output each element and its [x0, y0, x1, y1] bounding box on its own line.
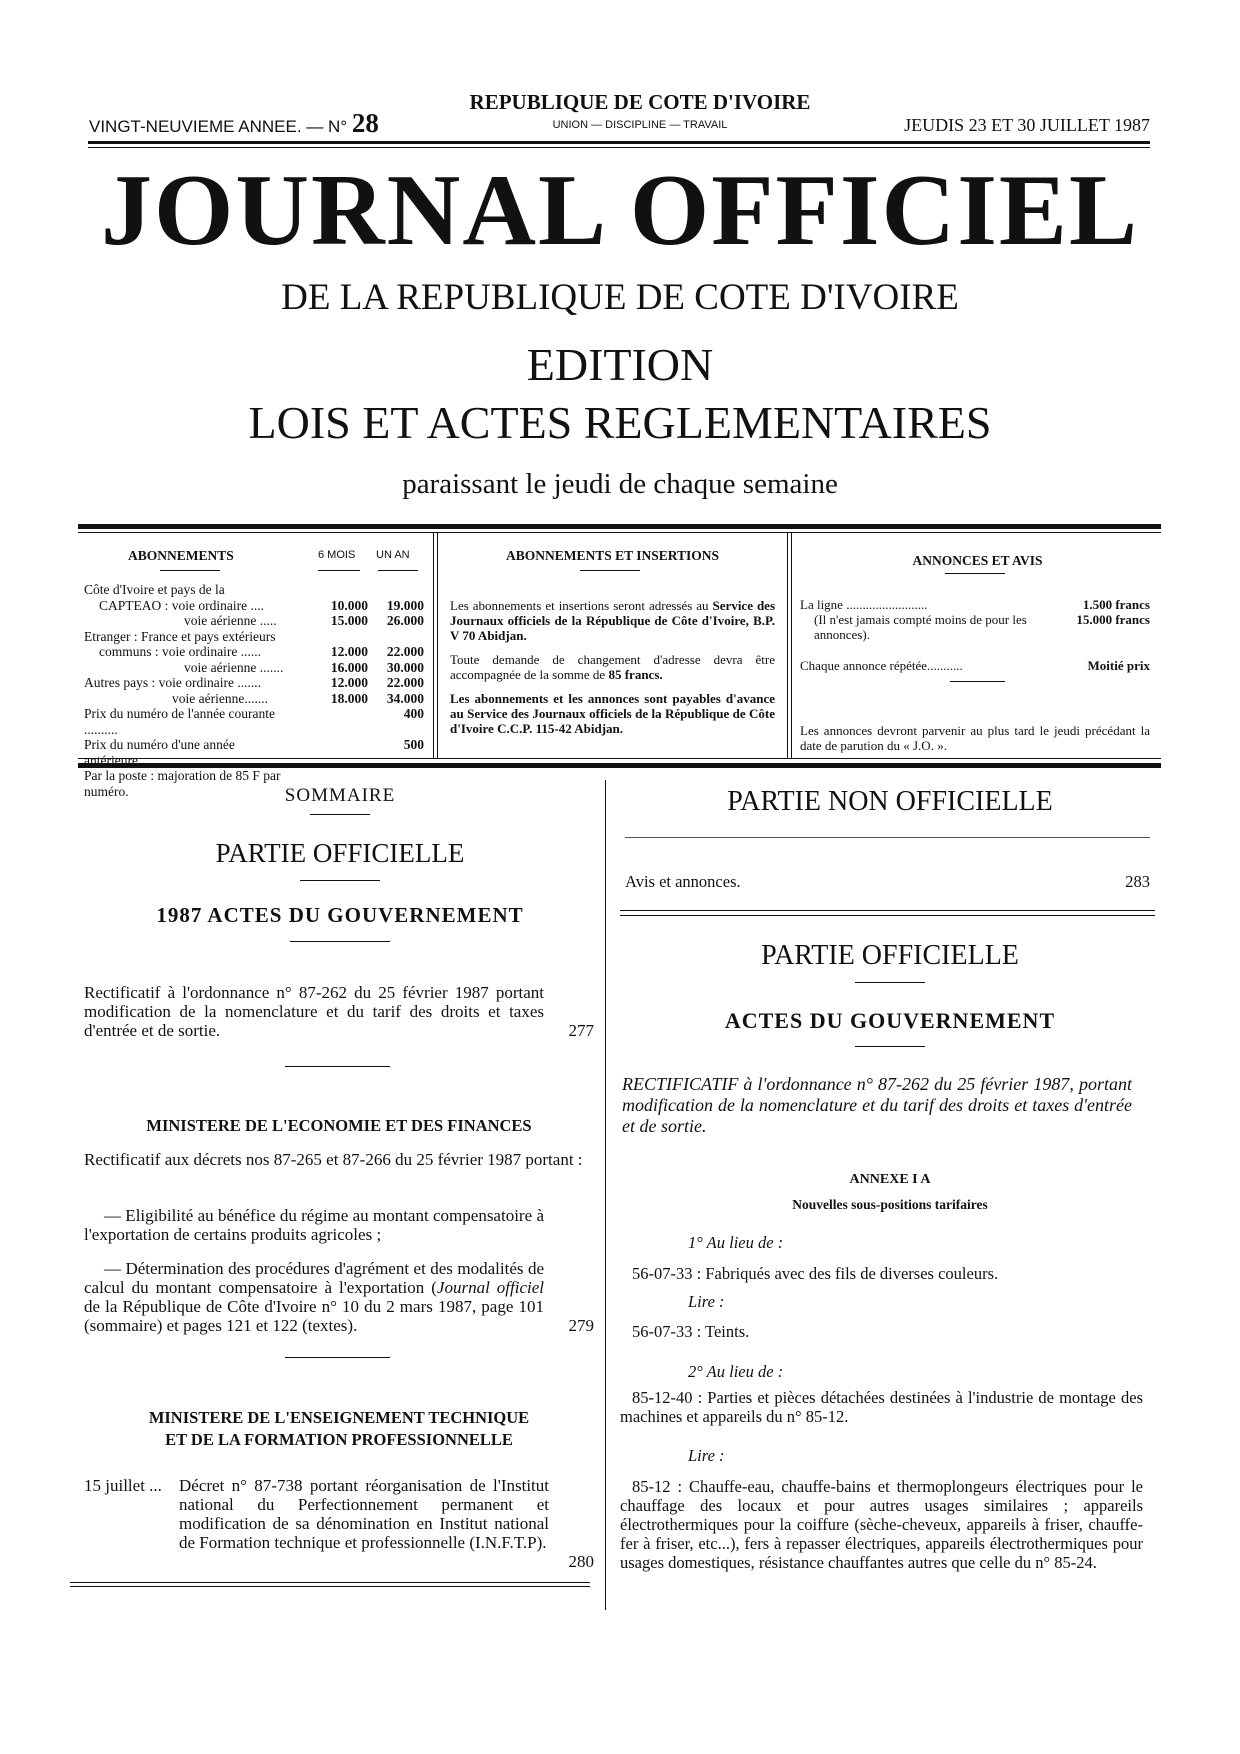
ministere-economie: MINISTERE DE L'ECONOMIE ET DES FINANCES [146, 1116, 532, 1135]
sommaire-item-3-date: 15 juillet ... [84, 1476, 162, 1495]
sommaire-item-2-b[interactable]: — Détermination des procédures d'agrément et des modalités de calcul du montant compensatoire à l'exportation (Journal officiel de la République de Côte d'Ivoire n° 10 du 2 mars 1987, page 101 (sommaire) et pages 121 et 122 (textes). 279 [84, 1259, 594, 1335]
publication-frequency: paraissant le jeudi de chaque semaine [402, 468, 838, 500]
sommaire-rule [310, 814, 370, 815]
table-row: communs : voie ordinaire ...... 12.000 22.000 [99, 644, 424, 659]
table-row: Autres pays : voie ordinaire ....... 12.000 22.000 [84, 675, 424, 690]
box-divider-2 [787, 533, 788, 758]
edition-name: LOIS ET ACTES REGLEMENTAIRES [248, 397, 992, 448]
sommaire-partie: PARTIE OFFICIELLE [215, 838, 465, 868]
sommaire-partie-rule [300, 880, 380, 881]
sommaire-section-title: 1987 ACTES DU GOUVERNEMENT [156, 903, 524, 927]
officielle-title: PARTIE OFFICIELLE [761, 940, 1019, 971]
abonnements-title: ABONNEMENTS [128, 548, 234, 563]
ministere-enseignement-l2: ET DE LA FORMATION PROFESSIONNELLE [165, 1430, 513, 1449]
abonnements-col1-rule [318, 570, 360, 571]
table-row: Côte d'Ivoire et pays de la [84, 582, 225, 597]
insertions-paragraph-2: Toute demande de changement d'adresse devra être accompagnée de la somme de 85 francs. [450, 652, 775, 682]
officielle-section-rule [855, 1046, 925, 1047]
sommaire-separator-1 [285, 1066, 390, 1067]
table-row: Prix du numéro de l'année courante .......... 400 [84, 706, 424, 737]
header-rule-thick [88, 141, 1150, 144]
point-1-lire: Lire : [688, 1292, 725, 1311]
ministere-enseignement-l1: MINISTERE DE L'ENSEIGNEMENT TECHNIQUE [148, 1408, 530, 1427]
table-row: Par la poste : majoration de 85 F par numéro. [84, 768, 281, 799]
non-officielle-bottom-rule-2 [620, 915, 1155, 916]
non-officielle-item[interactable] [625, 872, 1150, 892]
table-row: Etranger : France et pays extérieurs [84, 628, 276, 644]
sommaire-item-1-text: Rectificatif à l'ordonnance n° 87-262 du 25 février 1987 portant modification de la nomenclature et du tarif des droits et taxes d'entrée et de sortie. [84, 983, 544, 1040]
republic-name: REPUBLIQUE DE COTE D'IVOIRE [469, 90, 811, 114]
sommaire-item-2-page: 279 [568, 1316, 594, 1335]
annonces-title-rule [945, 573, 1005, 574]
annonces-title: ANNONCES ET AVIS [912, 553, 1043, 568]
point-1-lire-line: 56-07-33 : Teints. [632, 1322, 750, 1341]
non-officielle-rule [625, 837, 1150, 838]
table-row: CAPTEAO : voie ordinaire .... 10.000 19.000 [99, 597, 424, 613]
sommaire-item-3-text: Décret n° 87-738 portant réorganisation de l'Institut national du Perfectionnement permanent et modification de sa dénomination en Institut national de Formation technique et professionnelle (I.N.F.T.P). [179, 1476, 549, 1552]
table-row: Prix du numéro d'une année antérieure......... 500 [84, 737, 424, 768]
table-row: voie aérienne....... 18.000 34.000 [172, 690, 424, 706]
left-bottom-rule-2 [70, 1586, 590, 1587]
sommaire-separator-2 [285, 1357, 390, 1358]
abonnements-table [84, 582, 424, 799]
point-2-line: 85-12-40 : Parties et pièces détachées destinées à l'industrie de montage des machines et appareils du n° 85-12. [620, 1388, 1143, 1426]
annonces-delai: Les annonces devront parvenir au plus tard le jeudi précédant la date de parution du « J.O. ». [800, 723, 1150, 753]
point-2-head: 2° Au lieu de : [688, 1362, 784, 1381]
abonnements-title-rule [160, 570, 220, 571]
non-officielle-title: PARTIE NON OFFICIELLE [727, 786, 1053, 817]
header-rule-thin [88, 147, 1150, 148]
column-divider [605, 780, 606, 1610]
republic-motto: UNION — DISCIPLINE — TRAVAIL [552, 119, 728, 131]
annonces-repete: Chaque annonce répétée........... Moitié prix [800, 658, 1150, 673]
box-top-rule-thin [78, 532, 1161, 533]
point-1-line: 56-07-33 : Fabriqués avec des fils de diverses couleurs. [632, 1264, 999, 1283]
box-divider-2b [791, 533, 792, 758]
issue-number: 28 [351, 108, 379, 138]
abonnements-col2: UN AN [376, 549, 410, 561]
point-2-lire-line: 85-12 : Chauffe-eau, chauffe-bains et thermoplongeurs électriques pour le chauffage des locaux et pour autres usages similaires ; appareils électrothermiques pour la coiffure (sèche-cheveux, appareils à friser, chauffe-fer à friser, etc...), fers à repasser électriques, appareils électrothermiques pour usages domestiques, résistance chauffantes autres que celle du n° 85-24. [620, 1477, 1143, 1572]
non-officielle-item-label: Avis et annonces. [625, 872, 741, 891]
sommaire-item-3-page: 280 [568, 1552, 594, 1571]
header-year [89, 108, 379, 139]
sommaire-item-3[interactable] [84, 1476, 594, 1571]
box-divider-1b [437, 533, 438, 758]
insertions-paragraph-1: Les abonnements et insertions seront adressés au Service des Journaux officiels de la République de Côte d'Ivoire, B.P. V 70 Abidjan. [450, 598, 776, 643]
sommaire-title: SOMMAIRE [284, 785, 396, 806]
point-2-lire: Lire : [688, 1446, 725, 1465]
point-1-head: 1° Au lieu de : [688, 1233, 784, 1252]
box-top-rule-thick [78, 524, 1161, 529]
rectificatif-text: RECTIFICATIF à l'ordonnance n° 87-262 du 25 février 1987, portant modification de la nomenclature et du tarif des droits et taxes d'entrée et de sortie. [622, 1074, 1132, 1136]
journal-title: JOURNAL OFFICIEL [101, 154, 1139, 267]
table-row: voie aérienne ..... 15.000 26.000 [184, 613, 424, 628]
left-bottom-rule-1 [70, 1582, 590, 1583]
insertions-title-rule [580, 570, 640, 571]
non-officielle-item-page: 283 [1125, 872, 1150, 891]
officielle-section: ACTES DU GOUVERNEMENT [724, 1008, 1056, 1033]
non-officielle-bottom-rule-1 [620, 910, 1155, 911]
box-divider-1 [433, 533, 434, 758]
issue-date: JEUDIS 23 ET 30 JUILLET 1987 [904, 115, 1150, 135]
edition-label: EDITION [526, 339, 714, 390]
sommaire-item-1[interactable] [84, 983, 594, 1040]
insertions-paragraph-3: Les abonnements et les annonces sont payables d'avance au Service des Journaux officiels de la République de Côte d'Ivoire C.C.P. 115-42 Abidjan. [450, 691, 775, 736]
abonnements-col2-rule [378, 570, 418, 571]
officielle-title-rule [855, 982, 925, 983]
sommaire-item-2-a: — Eligibilité au bénéfice du régime au montant compensatoire à l'exportation de certains produits agricoles ; [84, 1206, 544, 1244]
annonces-ligne: La ligne ......................... 1.500 francs (Il n'est jamais compté moins de pour les annonces). 15.000 francs [800, 597, 1150, 642]
sommaire-section-rule [290, 941, 390, 942]
annonces-mid-rule [950, 681, 1005, 682]
year-label: VINGT-NEUVIEME ANNEE. — N° [89, 117, 348, 136]
journal-subtitle: DE LA REPUBLIQUE DE COTE D'IVOIRE [281, 277, 959, 318]
sommaire-item-1-page: 277 [568, 1021, 594, 1040]
annexe-subtitle: Nouvelles sous-positions tarifaires [792, 1197, 988, 1212]
sommaire-item-2-intro: Rectificatif aux décrets nos 87-265 et 87-266 du 25 février 1987 portant : [84, 1150, 583, 1169]
table-row: voie aérienne ....... 16.000 30.000 [184, 659, 424, 675]
annexe-title: ANNEXE I A [849, 1172, 931, 1187]
abonnements-col1: 6 MOIS [318, 549, 356, 561]
insertions-title: ABONNEMENTS ET INSERTIONS [505, 548, 720, 563]
